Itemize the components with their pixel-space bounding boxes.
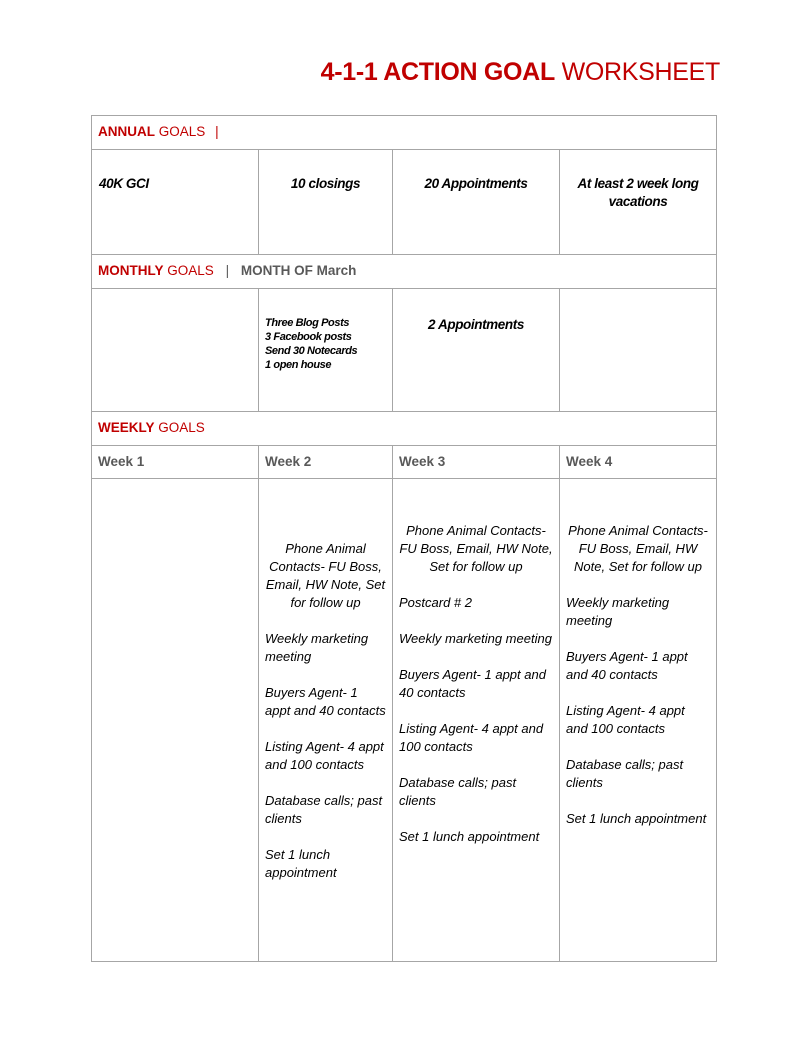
annual-label: ANNUAL [98,124,155,139]
week-4-item: Database calls; past clients [566,757,684,790]
annual-goal-3: 20 Appointments [424,176,528,191]
week-1-cell [92,479,259,962]
annual-goals-header-row [92,116,717,150]
week-2-item: Set 1 lunch appointment [265,847,337,880]
week-header-row [92,446,717,479]
monthly-goals-header-row [92,255,717,289]
monthly-goal-cell-1 [92,289,259,412]
week-4-header: Week 4 [566,454,613,469]
monthly-goal-item: Three Blog Posts [265,317,350,329]
week-2-item: Weekly marketing meeting [265,631,369,664]
week-3-item: Postcard # 2 [399,595,472,610]
monthly-goals-row [92,289,717,412]
monthly-goal-list [259,289,392,372]
weekly-goals-header-row [92,412,717,446]
weekly-label: WEEKLY [98,420,155,435]
week-1-header: Week 1 [98,454,145,469]
week-2-item: Buyers Agent- 1 appt and 40 contacts [265,685,386,718]
monthly-label: MONTHLY [98,263,164,278]
week-3-header: Week 3 [399,454,446,469]
week-2-intro: Phone Animal Contacts- FU Boss, Email, HW Note, Set for follow up [265,541,386,610]
month-value: March [316,263,357,278]
annual-goal-4: At least 2 week long vacations [577,176,699,209]
title-bold: 4-1-1 ACTION GOAL [320,58,555,86]
monthly-goal-item: Send 30 Notecards [265,345,358,357]
week-4-list [560,479,716,828]
week-3-item: Database calls; past clients [399,775,517,808]
week-4-item: Weekly marketing meeting [566,595,670,628]
annual-goals-word: GOALS [158,124,206,139]
annual-separator: | [215,124,219,139]
annual-goal-1: 40K GCI [99,176,149,191]
week-2-item: Database calls; past clients [265,793,383,826]
worksheet-title [321,58,720,87]
monthly-goal-item: 3 Facebook posts [265,331,352,343]
week-3-item: Buyers Agent- 1 appt and 40 contacts [399,667,546,700]
monthly-goals-word: GOALS [167,263,214,278]
monthly-goal-item: 1 open house [265,359,332,371]
week-4-item: Listing Agent- 4 appt and 100 contacts [566,703,685,736]
week-4-item: Set 1 lunch appointment [566,811,707,826]
monthly-goal-appointments: 2 Appointments [428,317,524,332]
worksheet-table [91,115,716,958]
week-4-intro: Phone Animal Contacts- FU Boss, Email, HW Note, Set for follow up [568,523,708,574]
monthly-goal-cell-4 [560,289,717,412]
monthly-goals-header [92,255,716,286]
annual-goals-header [92,116,716,147]
week-3-item: Weekly marketing meeting [399,631,552,646]
week-3-item: Listing Agent- 4 appt and 100 contacts [399,721,544,754]
week-2-header: Week 2 [265,454,312,469]
weekly-goals-header [92,412,716,443]
month-of-label: MONTH OF [240,263,313,278]
title-regular: WORKSHEET [561,58,720,86]
monthly-separator: | [225,263,230,278]
week-2-list [259,479,392,882]
annual-goals-row [92,150,717,255]
week-4-item: Buyers Agent- 1 appt and 40 contacts [566,649,688,682]
week-3-list [393,479,559,846]
week-3-item: Set 1 lunch appointment [399,829,540,844]
weekly-goals-word: GOALS [158,420,205,435]
week-3-intro: Phone Animal Contacts- FU Boss, Email, HW Note, Set for follow up [399,523,553,574]
weekly-goals-row [92,479,717,962]
annual-goal-2: 10 closings [290,176,361,191]
week-2-item: Listing Agent- 4 appt and 100 contacts [265,739,384,772]
